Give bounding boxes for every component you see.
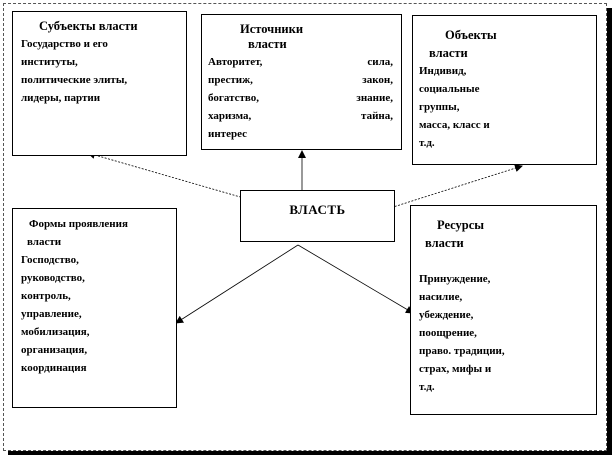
resources-line: т.д. <box>419 381 435 393</box>
power-center-box <box>240 190 395 242</box>
subjects-box <box>12 11 187 156</box>
forms-box <box>12 208 177 408</box>
subjects-title: Субъекты власти <box>39 19 138 33</box>
objects-title-line: власти <box>429 46 468 60</box>
forms-title-line: Формы проявления <box>29 218 128 230</box>
sources-item: закон, <box>362 74 393 86</box>
resources-title-line: власти <box>425 236 464 250</box>
sources-row <box>208 89 393 107</box>
objects-line: социальные <box>419 83 480 95</box>
forms-line: Господство, <box>21 254 79 266</box>
sources-item: престиж, <box>208 74 253 86</box>
objects-line: масса, класс и <box>419 119 490 131</box>
resources-line: убеждение, <box>419 309 474 321</box>
arrow-to-resources <box>298 245 413 313</box>
subjects-line: институты, <box>21 56 78 68</box>
sources-item: знание, <box>356 92 393 104</box>
sources-row <box>208 107 393 125</box>
forms-title-line: власти <box>27 236 62 248</box>
sources-item: тайна, <box>361 110 393 122</box>
subjects-line: политические элиты, <box>21 74 128 86</box>
forms-line: управление, <box>21 308 82 320</box>
objects-line: Индивид, <box>419 65 467 77</box>
objects-line: т.д. <box>419 137 435 149</box>
sources-row <box>208 125 393 143</box>
objects-box <box>412 15 597 165</box>
resources-line: Принуждение, <box>419 273 491 285</box>
arrow-to-forms <box>176 245 298 323</box>
resources-line: право. традиции, <box>419 345 505 357</box>
resources-line: насилие, <box>419 291 463 303</box>
sources-item: интерес <box>208 128 247 140</box>
subjects-line: Государство и его <box>21 38 108 50</box>
forms-line: руководство, <box>21 272 85 284</box>
sources-title-line: власти <box>248 37 287 51</box>
forms-line: организация, <box>21 344 88 356</box>
sources-row <box>208 71 393 89</box>
forms-line: координация <box>21 362 87 374</box>
resources-title-line: Ресурсы <box>437 218 485 232</box>
objects-line: группы, <box>419 101 460 113</box>
resources-box <box>410 205 597 415</box>
resources-line: страх, мифы и <box>419 363 492 375</box>
sources-title-line: Источники <box>240 22 304 36</box>
sources-row <box>208 53 393 71</box>
sources-box <box>201 14 402 150</box>
sources-item: Авторитет, <box>208 56 263 68</box>
resources-line: поощрение, <box>419 327 477 339</box>
objects-title-line: Объекты <box>445 28 497 42</box>
sources-item: сила, <box>367 56 393 68</box>
sources-item: богатство, <box>208 92 260 104</box>
power-title: ВЛАСТЬ <box>289 202 346 217</box>
sources-item: харизма, <box>208 110 252 122</box>
subjects-line: лидеры, партии <box>21 92 101 104</box>
forms-line: контроль, <box>21 290 71 302</box>
forms-line: мобилизация, <box>21 326 90 338</box>
